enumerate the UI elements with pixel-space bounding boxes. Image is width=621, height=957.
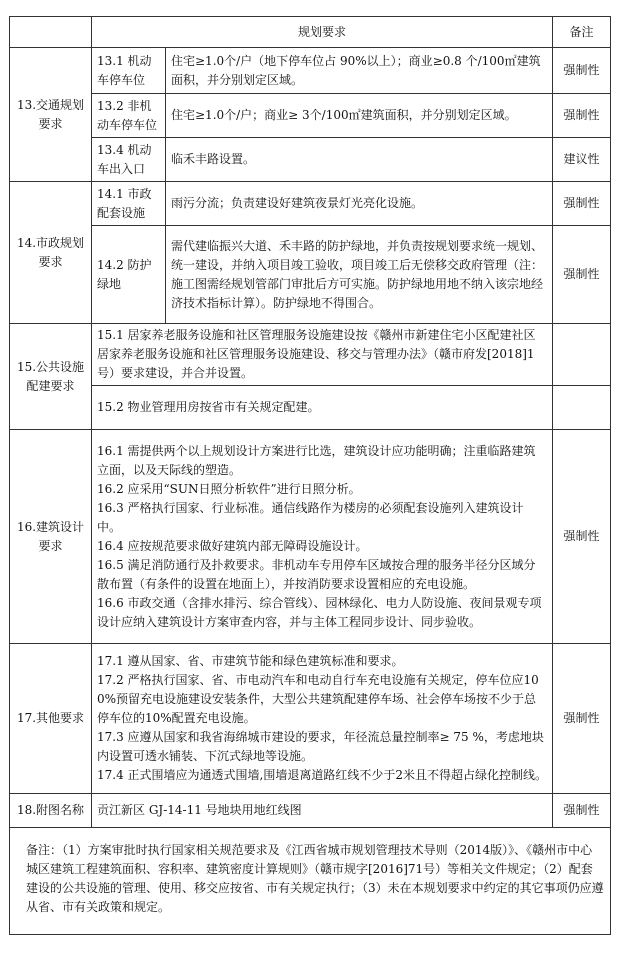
note-cell — [553, 324, 611, 386]
table-row — [10, 182, 611, 226]
table-row — [10, 48, 611, 94]
requirement-text: 雨污分流；负责建设好建筑夜景灯光亮化设施。 — [166, 182, 553, 226]
header-notes: 备注 — [553, 17, 611, 48]
list-item: 16.6 市政交通（含排水排污、综合管线）、园林绿化、电力人防设施、夜间景观专项设计应纳入建筑设计方案审查内容，并与主体工程同步设计、同步验收。 — [97, 595, 542, 629]
sub-item-label: 13.2 非机动车停车位 — [92, 94, 166, 138]
requirement-list — [92, 430, 553, 644]
section-title-16: 16.建筑设计要求 — [10, 430, 92, 644]
table-header-row — [10, 17, 611, 48]
planning-requirements-table — [9, 16, 611, 828]
table-row — [10, 94, 611, 138]
table-row — [10, 226, 611, 324]
table-row — [10, 138, 611, 182]
list-item: 17.4 正式围墙应为通透式围墙,围墙退离道路红线不少于2米且不得超占绿化控制线。 — [97, 768, 547, 782]
list-item: 16.2 应采用“SUN日照分析软件”进行日照分析。 — [97, 481, 361, 496]
list-item: 17.2 严格执行国家、省、市电动汽车和电动自行车充电设施有关规定，停车位应100%预留充电设施建设安装条件，大型公共建筑配建停车场、社会停车场按不少于总停车位的10%配置充电设施。 — [97, 673, 539, 725]
note-cell: 强制性 — [553, 182, 611, 226]
requirement-text: 需代建临振兴大道、禾丰路的防护绿地，并负责按规划要求统一规划、统一建设，并纳入项目竣工验收，项目竣工后无偿移交政府管理（注：施工图需经规划管部门审批后方可实施。防护绿地用地不纳入该宗地经济技术指标计算）。防护绿地不得围合。 — [166, 226, 553, 324]
list-item: 16.3 严格执行国家、行业标准。通信线路作为楼房的必须配套设施列入建筑设计中。 — [97, 500, 524, 534]
note-cell: 强制性 — [553, 226, 611, 324]
list-item: 16.1 需提供两个以上规划设计方案进行比选，建筑设计应功能明确；注重临路建筑立面，以及天际线的塑造。 — [97, 443, 536, 477]
requirement-text: 临禾丰路设置。 — [166, 138, 553, 182]
section-title-18: 18.附图名称 — [10, 794, 92, 828]
list-item: 17.1 遵从国家、省、市建筑节能和绿色建筑标准和要求。 — [97, 654, 404, 668]
requirement-text: 住宅≥1.0个/户；商业≥ 3个/100㎡建筑面积，并分别划定区域。 — [166, 94, 553, 138]
header-blank — [10, 17, 92, 48]
section-title-14: 14.市政规划要求 — [10, 182, 92, 324]
list-item: 16.5 满足消防通行及扑救要求。非机动车专用停车区域按合理的服务半径分区域分散布置（有条件的设置在地面上），并按消防要求设置相应的充电设施。 — [97, 557, 536, 591]
requirement-list — [92, 644, 553, 794]
sub-item-label: 13.1 机动车停车位 — [92, 48, 166, 94]
table-row — [10, 386, 611, 430]
section-title-17: 17.其他要求 — [10, 644, 92, 794]
requirement-text: 贡江新区 GJ-14-11 号地块用地红线图 — [92, 794, 553, 828]
note-cell: 强制性 — [553, 794, 611, 828]
sub-item-label: 14.1 市政配套设施 — [92, 182, 166, 226]
list-item: 17.3 应遵从国家和我省海绵城市建设的要求，年径流总量控制率≥ 75 %，考虑地块内设置可透水铺装、下沉式绿地等设施。 — [97, 730, 544, 763]
section-title-15: 15.公共设施配建要求 — [10, 324, 92, 430]
note-cell: 强制性 — [553, 430, 611, 644]
requirement-text: 住宅≥1.0个/户（地下停车位占 90%以上）；商业≥0.8 个/100㎡建筑面积，并分别划定区域。 — [166, 48, 553, 94]
sub-item-label: 14.2 防护绿地 — [92, 226, 166, 324]
note-cell: 强制性 — [553, 48, 611, 94]
table-row — [10, 324, 611, 386]
list-item: 16.4 应按规范要求做好建筑内部无障碍设施设计。 — [97, 538, 368, 553]
section-title-13: 13.交通规划要求 — [10, 48, 92, 182]
note-cell: 强制性 — [553, 644, 611, 794]
header-requirements: 规划要求 — [92, 17, 553, 48]
note-cell — [553, 386, 611, 430]
footnote-remarks: 备注：（1）方案审批时执行国家相关规范要求及《江西省城市规划管理技术导则（2014版）》、《赣州市中心城区建筑工程建筑面积、容积率、建筑密度计算规则》（赣市规字[2016]71号）等相关文件规定；（2）配套建设的公共设施的管理、使用、移交应按省、市有关规定执行；（3）未在本规划要求中约定的其它事项仍应遵从省、市有关政策和规定。 — [9, 827, 611, 935]
note-cell: 强制性 — [553, 94, 611, 138]
sub-item-label: 13.4 机动车出入口 — [92, 138, 166, 182]
table-row — [10, 430, 611, 644]
requirement-text: 15.2 物业管理用房按省市有关规定配建。 — [92, 386, 553, 430]
note-cell: 建议性 — [553, 138, 611, 182]
table-row — [10, 644, 611, 794]
requirement-text: 15.1 居家养老服务设施和社区管理服务设施建设按《赣州市新建住宅小区配建社区居家养老服务设施和社区管理服务设施建设、移交与管理办法》（赣市府发[2018]1号）要求建设，并合并设置。 — [92, 324, 553, 386]
table-row — [10, 794, 611, 828]
